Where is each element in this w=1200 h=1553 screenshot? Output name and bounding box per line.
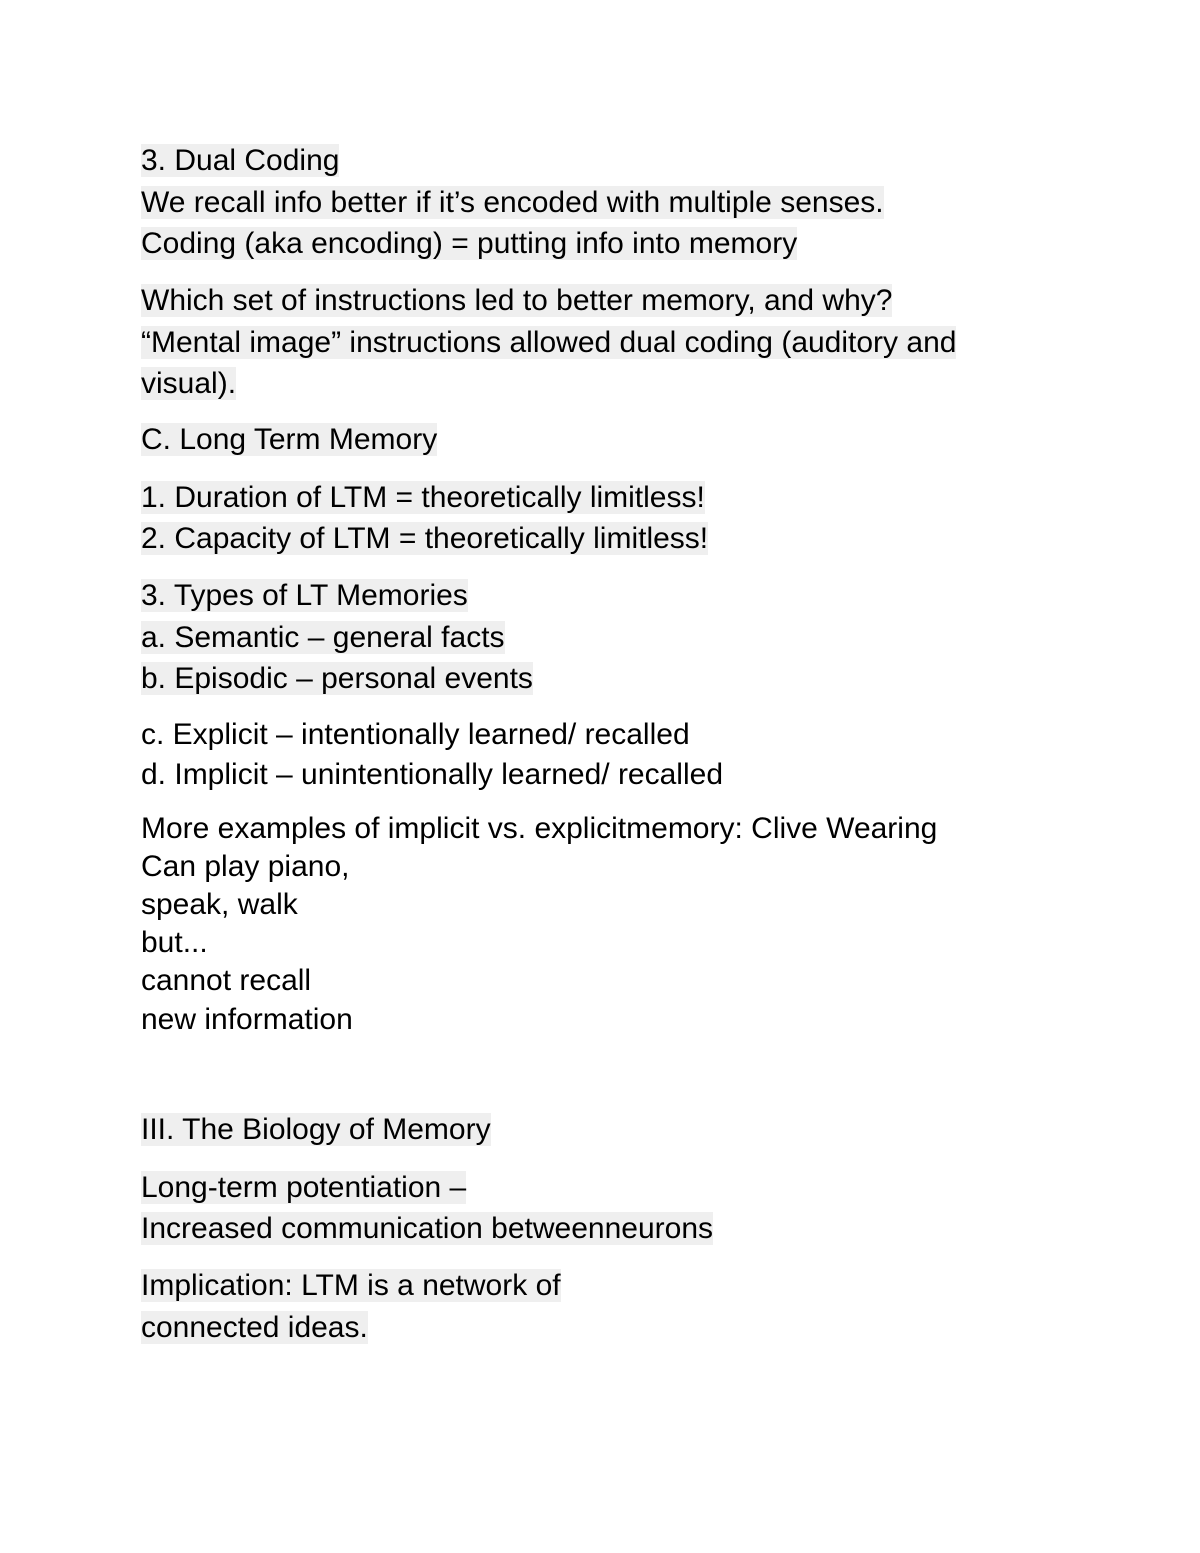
biology-heading: III. The Biology of Memory <box>141 1113 491 1146</box>
dual-coding-line-1: We recall info better if it’s encoded with multiple senses. <box>141 186 884 219</box>
dual-coding-heading: 3. Dual Coding <box>141 144 340 177</box>
type-episodic: b. Episodic – personal events <box>141 662 533 695</box>
examples-heading: More examples of implicit vs. explicitmemory: Clive Wearing <box>141 812 938 845</box>
implication-line-2: connected ideas. <box>141 1311 368 1344</box>
ltm-duration: 1. Duration of LTM = theoretically limitless! <box>141 481 705 514</box>
ltm-capacity: 2. Capacity of LTM = theoretically limitless! <box>141 522 709 555</box>
type-explicit: c. Explicit – intentionally learned/ recalled <box>141 718 690 751</box>
examples-line-1: Can play piano, <box>141 850 350 883</box>
examples-line-2: speak, walk <box>141 888 298 921</box>
answer-line-1: “Mental image” instructions allowed dual coding (auditory and <box>141 326 957 359</box>
examples-line-5: new information <box>141 1003 353 1036</box>
implication-line-1: Implication: LTM is a network of <box>141 1269 561 1302</box>
examples-line-4: cannot recall <box>141 964 312 997</box>
dual-coding-line-2: Coding (aka encoding) = putting info into memory <box>141 227 798 260</box>
type-semantic: a. Semantic – general facts <box>141 621 505 654</box>
examples-line-3: but... <box>141 926 208 959</box>
types-heading: 3. Types of LT Memories <box>141 579 468 612</box>
answer-line-2: visual). <box>141 367 237 400</box>
type-implicit: d. Implicit – unintentionally learned/ recalled <box>141 758 723 791</box>
ltp-line-1: Long-term potentiation – <box>141 1171 467 1204</box>
question-text: Which set of instructions led to better memory, and why? <box>141 284 893 317</box>
ltm-heading: C. Long Term Memory <box>141 423 438 456</box>
ltp-line-2: Increased communication betweenneurons <box>141 1212 714 1245</box>
